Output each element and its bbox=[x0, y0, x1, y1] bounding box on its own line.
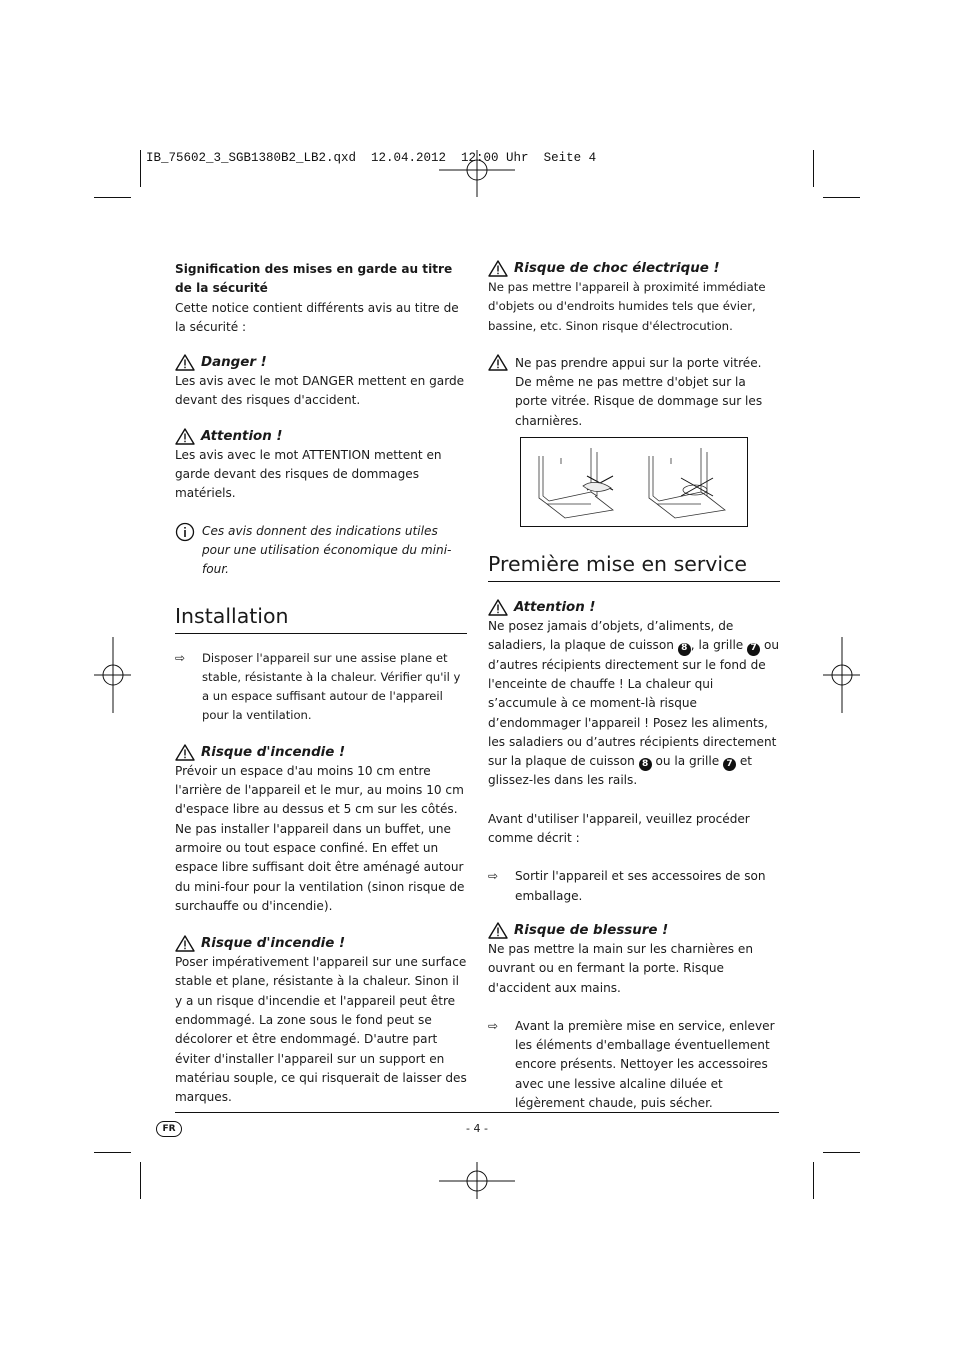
danger-text: Les avis avec le mot DANGER mettent en garde devant des risques d'accident. bbox=[175, 374, 465, 408]
page-number: - 4 - bbox=[466, 1122, 488, 1135]
incendie1-text: Prévoir un espace d'au moins 10 cm entre l'arrière de l'appareil et le mur, au moins 10 cm d'espace libre au dessus et 5 cm sur les côtés. Ne pas installer l'appareil dans un buffet, une armoire ou tout espace confiné. En effet un espace libre suffisant doit être aménagé autour du mini-four pour la ventilation (sinon risque de surchauffe ou d'incendie). bbox=[175, 763, 465, 913]
installation-title: Installation bbox=[175, 603, 289, 628]
warning-triangle-icon bbox=[488, 354, 508, 371]
warning-triangle-icon bbox=[488, 599, 508, 616]
arrow-right-icon: ⇨ bbox=[488, 1018, 499, 1033]
oven-door-illustration bbox=[520, 437, 748, 527]
item-number-7: 7 bbox=[747, 643, 760, 656]
premiere-rule bbox=[488, 581, 780, 582]
porte-warning bbox=[488, 354, 780, 431]
incendie2-text: Poser impérativement l'appareil sur une surface stable et plane, résistante à la chaleur. Sinon il y a un risque d'incendie et l'appareil peut être endommagé. La zone sous le fond peut se décolorer et être endommagé. D'autre part éviter d'installer l'appareil sur un support en matériau souple, ce qui risquerait de laisser des marques. bbox=[175, 955, 467, 1105]
warning-triangle-icon bbox=[488, 260, 508, 277]
incendie2-heading bbox=[175, 934, 467, 953]
attention2-text: Ne posez jamais d’objets, d’aliments, de saladiers, la plaque de cuisson 8 , la grille 7 ou d’autres récipients directement sur le fond de l'enceinte de chauffe ! La chaleur qui s’accumule à ce moment-là risque d’endommager l'appareil ! Posez les aliments, les saladiers ou d’autres récipients directement sur la plaque de cuisson 8 ou la grille 7 et glissez-les dans les rails. bbox=[488, 619, 780, 788]
warning-triangle-icon bbox=[175, 935, 195, 952]
final-bullet bbox=[488, 1017, 780, 1113]
attention-text: Les avis avec le mot ATTENTION mettent en garde devant des risques de dommages matériels. bbox=[175, 447, 442, 501]
incendie2-title: Risque d'incendie ! bbox=[201, 936, 346, 952]
choc-text: Ne pas mettre l'appareil à proximité immédiate d'objets ou d'endroits humides tels que évier, bassine, etc. Sinon risque d'électrocution. bbox=[488, 280, 766, 333]
install-bullet-text: Disposer l'appareil sur une assise plane et stable, résistante à la chaleur. Vérifier qu'il y a un espace suffisant autour de l'appareil pour la ventilation. bbox=[202, 650, 461, 723]
blessure-title: Risque de blessure ! bbox=[514, 922, 669, 938]
premiere-section bbox=[488, 551, 780, 582]
right-column bbox=[488, 259, 780, 1113]
blessure-text: Ne pas mettre la main sur les charnières en ouvrant ou en fermant la porte. Risque d'accident aux mains. bbox=[488, 941, 754, 995]
sortir-bullet bbox=[488, 867, 780, 906]
danger-title: Danger ! bbox=[201, 355, 267, 371]
signification-text: Cette notice contient différents avis au titre de la sécurité : bbox=[175, 300, 459, 334]
porte-text: Ne pas prendre appui sur la porte vitrée. De même ne pas mettre d'objet sur la porte vitrée. Risque de dommage sur les charnières. bbox=[515, 355, 763, 428]
warning-triangle-icon bbox=[175, 428, 195, 445]
attention2-heading bbox=[488, 598, 780, 617]
incendie1-title: Risque d'incendie ! bbox=[201, 744, 346, 760]
attention-title: Attention ! bbox=[201, 428, 283, 444]
oven-door-drawing bbox=[521, 438, 747, 526]
warning-triangle-icon bbox=[488, 922, 508, 939]
final-bullet-text: Avant la première mise en service, enlever les éléments d'emballage éventuellement encore présents. Nettoyer les accessoires avec une lessive alcaline diluée et légèrement chaude, puis sécher. bbox=[515, 1018, 775, 1111]
incendie1-heading bbox=[175, 743, 467, 762]
warning-triangle-icon bbox=[175, 354, 195, 371]
item-number-8: 8 bbox=[639, 758, 652, 771]
item-number-7: 7 bbox=[723, 758, 736, 771]
attention-heading bbox=[175, 427, 467, 446]
premiere-title: Première mise en service bbox=[488, 552, 748, 577]
installation-section bbox=[175, 603, 467, 634]
item-number-8: 8 bbox=[678, 643, 691, 656]
installation-rule bbox=[175, 633, 467, 634]
info-note bbox=[175, 522, 467, 580]
info-circle-icon bbox=[175, 522, 195, 542]
install-bullet bbox=[175, 649, 467, 726]
blessure-heading bbox=[488, 921, 780, 940]
choc-title: Risque de choc électrique ! bbox=[514, 261, 720, 276]
warning-triangle-icon bbox=[175, 744, 195, 761]
language-badge: FR bbox=[156, 1121, 182, 1137]
footer-rule bbox=[175, 1112, 779, 1113]
attention2-title: Attention ! bbox=[514, 600, 596, 616]
arrow-right-icon: ⇨ bbox=[488, 869, 499, 884]
danger-heading bbox=[175, 353, 467, 372]
info-text: Ces avis donnent des indications utiles pour une utilisation économique du mini-four. bbox=[202, 523, 452, 577]
arrow-right-icon: ⇨ bbox=[175, 650, 186, 665]
signification-title: Signification des mises en garde au titre de la sécurité bbox=[175, 262, 453, 296]
choc-heading bbox=[488, 259, 780, 278]
sortir-bullet-text: Sortir l'appareil et ses accessoires de son emballage. bbox=[515, 869, 766, 903]
left-column bbox=[175, 260, 467, 1108]
print-slug: IB_75602_3_SGB1380B2_LB2.qxd 12.04.2012 12:00 Uhr Seite 4 bbox=[146, 151, 597, 165]
avant-text: Avant d'utiliser l'appareil, veuillez procéder comme décrit : bbox=[488, 811, 750, 846]
